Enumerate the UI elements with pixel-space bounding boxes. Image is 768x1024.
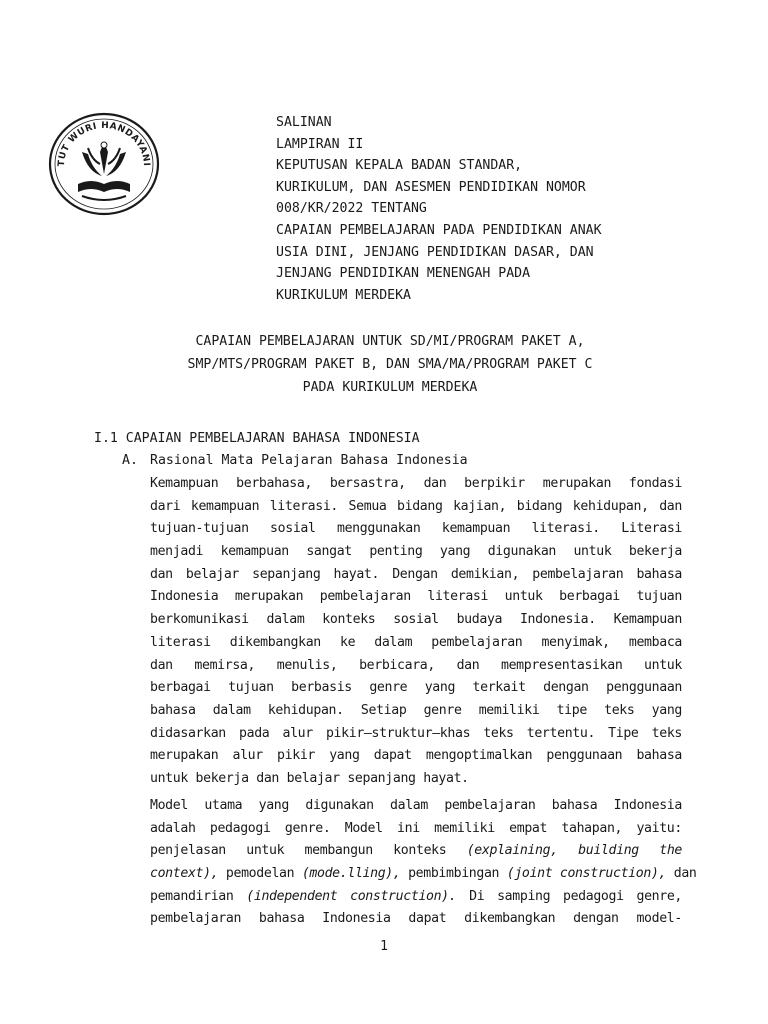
header-line: LAMPIRAN II [276, 136, 364, 152]
italic-run: (joint construction), [506, 866, 667, 882]
paragraph-line: dan memirsa, menulis, berbicara, dan mempresentasikan untuk [150, 657, 682, 673]
header-line: JENJANG PENDIDIKAN MENENGAH PADA [276, 266, 531, 282]
tut-wuri-handayani-emblem-icon [48, 112, 160, 216]
italic-run: (explaining, building the [466, 843, 682, 859]
text-run: dan [666, 866, 697, 882]
paragraph-line: tujuan-tujuan sosial menggunakan kemampuan literasi. Literasi [150, 521, 682, 537]
paragraph-line: Model utama yang digunakan dalam pembelajaran bahasa Indonesia [150, 798, 682, 813]
text-run: pemandirian [150, 888, 247, 904]
header-line: USIA DINI, JENJANG PENDIDIKAN DASAR, DAN [276, 244, 594, 260]
paragraph-line [150, 863, 697, 886]
document-header [276, 112, 716, 306]
paragraph-line: menjadi kemampuan sangat penting yang digunakan untuk bekerja [150, 544, 682, 560]
paragraph-line: merupakan alur pikir yang dapat mengoptimalkan penggunaan bahasa [150, 748, 682, 764]
text-run: pembimbingan [400, 866, 507, 882]
paragraph-line: Indonesia merupakan pembelajaran literasi untuk berbagai tujuan [150, 589, 682, 605]
paragraph-line: didasarkan pada alur pikir—struktur—khas teks tertentu. Tipe teks [150, 725, 682, 741]
paragraph-line [150, 886, 682, 909]
page-number: 1 [380, 939, 388, 954]
subsection-heading [122, 451, 468, 471]
document-title [110, 330, 670, 399]
paragraph-line: dari kemampuan literasi. Semua bidang kajian, bidang kehidupan, dan [150, 498, 682, 514]
title-line: PADA KURIKULUM MERDEKA [302, 380, 478, 395]
text-run: Di samping pedagogi genre, [456, 888, 683, 904]
italic-run: (mode.lling), [301, 866, 401, 882]
paragraph-line: berkomunikasi dalam konteks sosial budaya Indonesia. Kemampuan [150, 612, 682, 628]
svg-text:TUT WURI HANDAYANI: TUT WURI HANDAYANI [56, 120, 152, 167]
header-line: KEPUTUSAN KEPALA BADAN STANDAR, [276, 158, 523, 174]
text-run: penjelasan untuk membangun konteks [150, 843, 447, 859]
paragraph-line [150, 840, 682, 863]
paragraph-line: dan belajar sepanjang hayat. Dengan demikian, pembelajaran bahasa [150, 566, 682, 582]
header-line: KURIKULUM MERDEKA [276, 287, 411, 303]
text-run: pemodelan [218, 866, 302, 882]
header-line: SALINAN [276, 115, 332, 130]
header-line: CAPAIAN PEMBELAJARAN PADA PENDIDIKAN ANAK [276, 222, 602, 238]
paragraph-rationale [150, 473, 682, 791]
paragraph-line: pembelajaran bahasa Indonesia dapat dikembangkan dengan model- [150, 911, 682, 927]
paragraph-model [150, 795, 697, 931]
paragraph-line: berbagai tujuan berbasis genre yang terkait dengan penggunaan [150, 680, 682, 696]
paragraph-line: Kemampuan berbahasa, bersastra, dan berpikir merupakan fondasi [150, 476, 682, 491]
title-line: SMP/MTS/PROGRAM PAKET B, DAN SMA/MA/PROGRAM PAKET C [187, 357, 593, 372]
title-line: CAPAIAN PEMBELAJARAN UNTUK SD/MI/PROGRAM PAKET A, [195, 334, 585, 349]
paragraph-line: adalah pedagogi genre. Model ini memiliki empat tahapan, yaitu: [150, 820, 682, 836]
subsection-title: Rasional Mata Pelajaran Bahasa Indonesia [150, 453, 468, 468]
paragraph-line: untuk bekerja dan belajar sepanjang hayat. [150, 770, 469, 786]
header-line: 008/KR/2022 TENTANG [276, 201, 427, 217]
paragraph-line: bahasa dalam kehidupan. Setiap genre memiliki tipe teks yang [150, 702, 682, 718]
paragraph-line: literasi dikembangkan ke dalam pembelajaran menyimak, membaca [150, 634, 682, 650]
italic-run: context), [150, 866, 219, 882]
subsection-label: A. [122, 453, 138, 468]
italic-run: (independent construction). [246, 888, 457, 904]
section-heading: I.1 CAPAIAN PEMBELAJARAN BAHASA INDONESIA [94, 431, 420, 446]
header-line: KURIKULUM, DAN ASESMEN PENDIDIKAN NOMOR [276, 179, 586, 195]
